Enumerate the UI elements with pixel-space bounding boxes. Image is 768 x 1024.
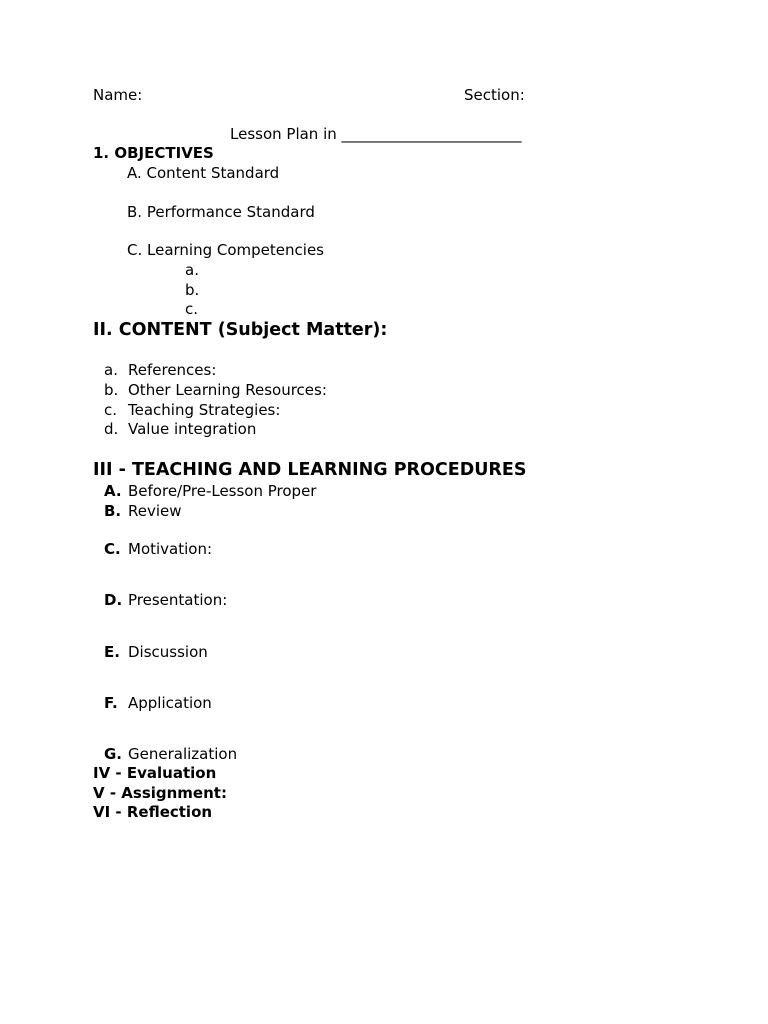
content-standard: A. Content Standard bbox=[127, 164, 280, 182]
list-label: Teaching Strategies: bbox=[128, 401, 281, 419]
procedure-item-pre-lesson bbox=[104, 482, 316, 502]
procedure-item-application bbox=[104, 694, 212, 714]
procedure-label: Application bbox=[128, 694, 212, 712]
section-label: Section: bbox=[464, 86, 525, 104]
procedure-letter: B. bbox=[104, 502, 122, 520]
procedure-item-discussion bbox=[104, 643, 208, 663]
performance-standard: B. Performance Standard bbox=[127, 203, 315, 221]
procedure-label: Motivation: bbox=[128, 540, 213, 558]
procedure-letter: D. bbox=[104, 591, 123, 609]
procedure-item-motivation bbox=[104, 540, 212, 560]
competency-item-b: b. bbox=[185, 281, 200, 299]
procedures-heading: III - TEACHING AND LEARNING PROCEDURES bbox=[93, 460, 527, 480]
procedure-letter: A. bbox=[104, 482, 122, 500]
list-number: b. bbox=[104, 381, 119, 399]
name-label: Name: bbox=[93, 86, 143, 104]
content-item-resources bbox=[104, 381, 327, 401]
procedure-label: Discussion bbox=[128, 643, 208, 661]
procedure-letter: C. bbox=[104, 540, 121, 558]
evaluation-heading: IV - Evaluation bbox=[93, 764, 217, 782]
competency-item-a: a. bbox=[185, 261, 199, 279]
reflection-heading: VI - Reflection bbox=[93, 803, 213, 821]
content-item-value-integration bbox=[104, 420, 256, 440]
list-label: Value integration bbox=[128, 420, 257, 438]
content-item-references bbox=[104, 361, 216, 381]
lesson-plan-title: Lesson Plan in ________________________ bbox=[230, 125, 522, 143]
procedure-letter: G. bbox=[104, 745, 123, 763]
list-number: c. bbox=[104, 401, 118, 419]
procedure-letter: F. bbox=[104, 694, 118, 712]
procedure-label: Presentation: bbox=[128, 591, 228, 609]
procedure-label: Before/Pre-Lesson Proper bbox=[128, 482, 317, 500]
procedure-item-review bbox=[104, 502, 182, 522]
assignment-heading: V - Assignment: bbox=[93, 784, 227, 802]
objectives-heading: 1. OBJECTIVES bbox=[93, 144, 214, 162]
competency-item-c: c. bbox=[185, 300, 199, 318]
procedure-label: Generalization bbox=[128, 745, 238, 763]
procedure-item-generalization bbox=[104, 745, 237, 765]
list-number: a. bbox=[104, 361, 118, 379]
learning-competencies: C. Learning Competencies bbox=[127, 241, 324, 259]
list-number: d. bbox=[104, 420, 119, 438]
content-item-strategies bbox=[104, 401, 280, 421]
procedure-letter: E. bbox=[104, 643, 120, 661]
list-label: Other Learning Resources: bbox=[128, 381, 327, 399]
procedure-item-presentation bbox=[104, 591, 227, 611]
list-label: References: bbox=[128, 361, 217, 379]
procedure-label: Review bbox=[128, 502, 182, 520]
content-heading: II. CONTENT (Subject Matter): bbox=[93, 320, 388, 340]
